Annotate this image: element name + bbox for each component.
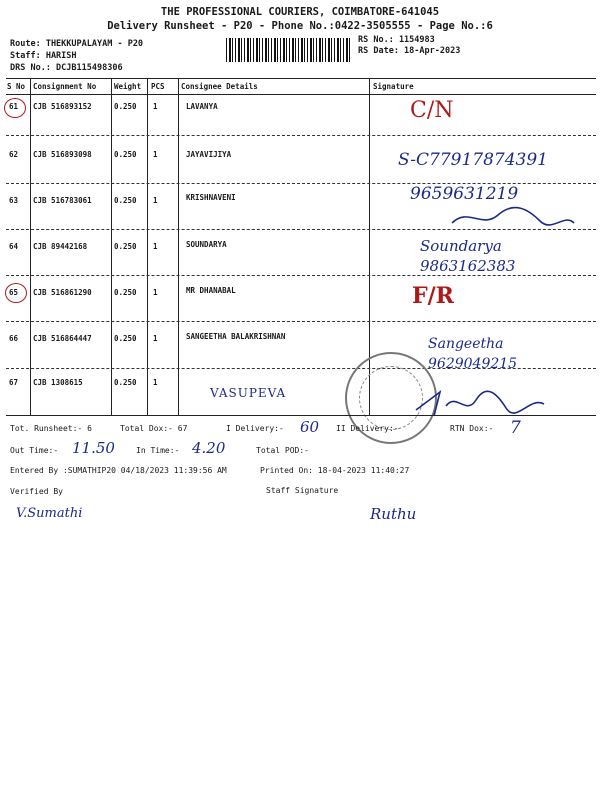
row-signature: Sangeetha 9629049215 <box>428 336 518 372</box>
row-consignee: MR DHANABAL <box>186 286 236 295</box>
staff-signature: Ruthu <box>370 505 417 523</box>
staff-signature-label: Staff Signature <box>266 486 339 495</box>
row-consignee: JAYAVIJIYA <box>186 150 232 159</box>
row-weight: 0.250 <box>114 334 137 343</box>
row-sno: 64 <box>9 242 19 251</box>
in-time-value: 4.20 <box>192 439 226 457</box>
row-consignment: CJB 516861290 <box>33 288 92 297</box>
row-pcs: 1 <box>153 334 158 343</box>
row-sno: 65 <box>9 288 19 297</box>
row-sno: 63 <box>9 196 19 205</box>
col-header-sno: S No <box>7 82 26 91</box>
i-delivery-value: 60 <box>300 418 320 436</box>
row-consignment: CJB 516893098 <box>33 150 92 159</box>
route-label: Route: THEKKUPALAYAM - P20 <box>10 39 144 49</box>
out-time-label: Out Time:- <box>10 446 59 455</box>
row-weight: 0.250 <box>114 288 137 297</box>
row-consignee: SOUNDARYA <box>186 240 227 249</box>
table-bottom-border <box>6 415 596 416</box>
in-time-label: In Time:- <box>136 446 180 455</box>
col-divider <box>30 78 31 415</box>
col-header-weight: Weight <box>114 82 142 91</box>
verified-by-label: Verified By <box>10 487 63 496</box>
row-pcs: 1 <box>153 102 158 111</box>
row-weight: 0.250 <box>114 150 137 159</box>
row-sno: 61 <box>9 102 19 111</box>
row-consignment: CJB 516864447 <box>33 334 92 343</box>
row-pcs: 1 <box>153 150 158 159</box>
rtn-dox-value: 7 <box>510 418 521 438</box>
rtn-dox-label: RTN Dox:- <box>450 424 494 433</box>
row-consignment: CJB 89442168 <box>33 242 88 251</box>
ii-delivery-label: II Delivery:- <box>336 424 399 433</box>
staff-label: Staff: HARISH <box>10 51 77 61</box>
col-divider <box>147 78 148 415</box>
company-title: THE PROFESSIONAL COURIERS, COIMBATORE-641045 <box>160 6 440 18</box>
out-time-value: 11.50 <box>72 439 115 457</box>
row-divider <box>6 368 596 369</box>
row-signature: Soundarya 9863162383 <box>420 237 516 275</box>
total-dox: Total Dox:- 67 <box>120 424 188 433</box>
table-top-border <box>6 78 596 79</box>
row-signature: F/R <box>412 283 454 309</box>
row-consignment: CJB 516783061 <box>33 196 92 205</box>
row-weight: 0.250 <box>114 102 137 111</box>
col-divider <box>111 78 112 415</box>
entered-by: Entered By :SUMATHIP20 04/18/2023 11:39:56 AM <box>10 466 227 475</box>
printed-on: Printed On: 18-04-2023 11:40:27 <box>260 466 410 475</box>
row-consignment: CJB 516893152 <box>33 102 92 111</box>
row-sno: 62 <box>9 150 19 159</box>
signature-scribble <box>448 205 578 231</box>
red-circle-mark <box>4 98 26 118</box>
total-runsheet: Tot. Runsheet:- 6 <box>10 424 92 433</box>
row-divider <box>6 321 596 322</box>
row-pcs: 1 <box>153 242 158 251</box>
col-header-consignment: Consignment No <box>33 82 97 91</box>
rs-number: RS No.: 1154983 <box>358 35 435 45</box>
row-consignment: CJB 1308615 <box>33 378 83 387</box>
verified-signature: V.Sumathi <box>16 506 83 521</box>
drs-label: DRS No.: DCJB115498306 <box>10 63 123 73</box>
row-pcs: 1 <box>153 378 158 387</box>
row-sno: 67 <box>9 378 19 387</box>
row-weight: 0.250 <box>114 378 137 387</box>
row-divider <box>6 229 596 230</box>
col-divider <box>178 78 179 415</box>
total-pod-label: Total POD:- <box>256 446 309 455</box>
row-pcs: 1 <box>153 288 158 297</box>
runsheet-subtitle: Delivery Runsheet - P20 - Phone No.:0422-3505555 - Page No.:6 <box>107 20 493 32</box>
row-pcs: 1 <box>153 196 158 205</box>
col-header-consignee: Consignee Details <box>181 82 258 91</box>
row-signature: C/N <box>410 98 454 123</box>
col-header-pcs: PCS <box>151 82 165 91</box>
row-consignee: LAVANYA <box>186 102 218 111</box>
row-divider <box>6 275 596 276</box>
row-weight: 0.250 <box>114 242 137 251</box>
row-sno: 66 <box>9 334 19 343</box>
signature-scribble <box>410 386 550 422</box>
row-signature: S-C77917874391 <box>398 150 548 170</box>
row-consignee: SANGEETHA BALAKRISHNAN <box>186 332 286 341</box>
row-signature: VASUPEVA <box>210 386 287 400</box>
col-header-signature: Signature <box>373 82 414 91</box>
table-header-border <box>6 94 596 95</box>
red-circle-mark <box>5 283 27 303</box>
row-weight: 0.250 <box>114 196 137 205</box>
i-delivery-label: I Delivery:- <box>226 424 284 433</box>
barcode <box>226 38 352 62</box>
row-consignee: KRISHNAVENI <box>186 193 236 202</box>
row-divider <box>6 135 596 136</box>
rs-date: RS Date: 18-Apr-2023 <box>358 46 461 56</box>
row-signature: 9659631219 <box>410 184 519 204</box>
